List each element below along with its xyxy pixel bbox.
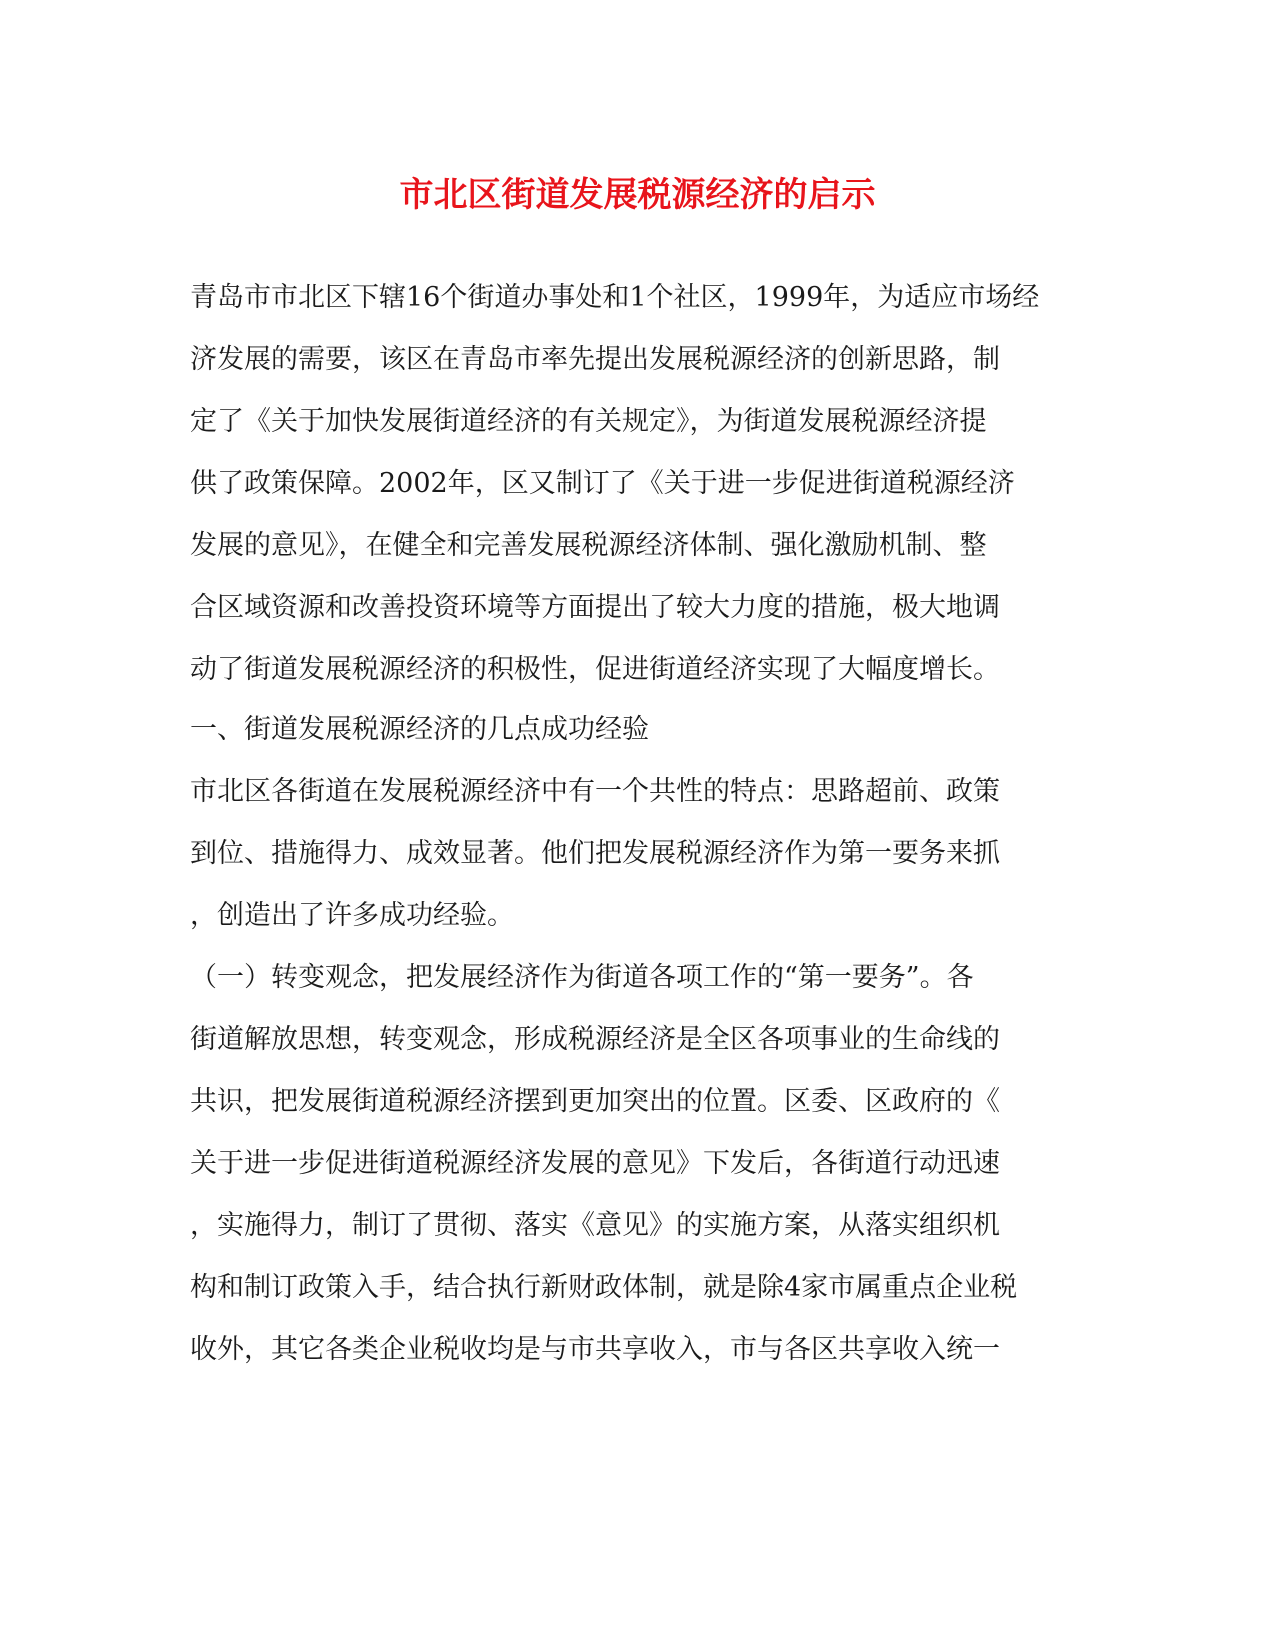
- body-line-13: 街道解放思想，转变观念，形成税源经济是全区各项事业的生命线的: [190, 1024, 1000, 1055]
- body-line-7: 动了街道发展税源经济的积极性，促进街道经济实现了大幅度增长。: [190, 654, 1000, 685]
- body-line-3: 定了《关于加快发展街道经济的有关规定》，为街道发展税源经济提: [190, 406, 987, 437]
- body-line-11: ，创造出了许多成功经验。: [190, 900, 514, 931]
- body-line-6: 合区域资源和改善投资环境等方面提出了较大力度的措施，极大地调: [190, 592, 1000, 623]
- body-line-15: 关于进一步促进街道税源经济发展的意见》下发后，各街道行动迅速: [190, 1148, 1000, 1179]
- body-line-18: 收外，其它各类企业税收均是与市共享收入，市与各区共享收入统一: [190, 1334, 1000, 1365]
- body-line-9: 市北区各街道在发展税源经济中有一个共性的特点：思路超前、政策: [190, 776, 1000, 807]
- body-line-5: 发展的意见》，在健全和完善发展税源经济体制、强化激励机制、整: [190, 530, 987, 561]
- body-line-14: 共识，把发展街道税源经济摆到更加突出的位置。区委、区政府的《: [190, 1086, 1000, 1117]
- body-line-17: 构和制订政策入手，结合执行新财政体制，就是除4家市属重点企业税: [190, 1272, 1018, 1303]
- body-line-16: ，实施得力，制订了贯彻、落实《意见》的实施方案，从落实组织机: [190, 1210, 1000, 1241]
- body-line-10: 到位、措施得力、成效显著。他们把发展税源经济作为第一要务来抓: [190, 838, 1000, 869]
- body-line-12: （一）转变观念，把发展经济作为街道各项工作的“第一要务”。各: [190, 962, 974, 993]
- section-heading: 一、街道发展税源经济的几点成功经验: [190, 714, 649, 745]
- document-title: 市北区街道发展税源经济的启示: [399, 175, 876, 215]
- body-line-4: 供了政策保障。2002年，区又制订了《关于进一步促进街道税源经济: [190, 468, 1015, 499]
- body-line-2: 济发展的需要，该区在青岛市率先提出发展税源经济的创新思路，制: [190, 344, 1000, 375]
- body-line-1: 青岛市市北区下辖16个街道办事处和1个社区，1999年，为适应市场经: [190, 282, 1040, 313]
